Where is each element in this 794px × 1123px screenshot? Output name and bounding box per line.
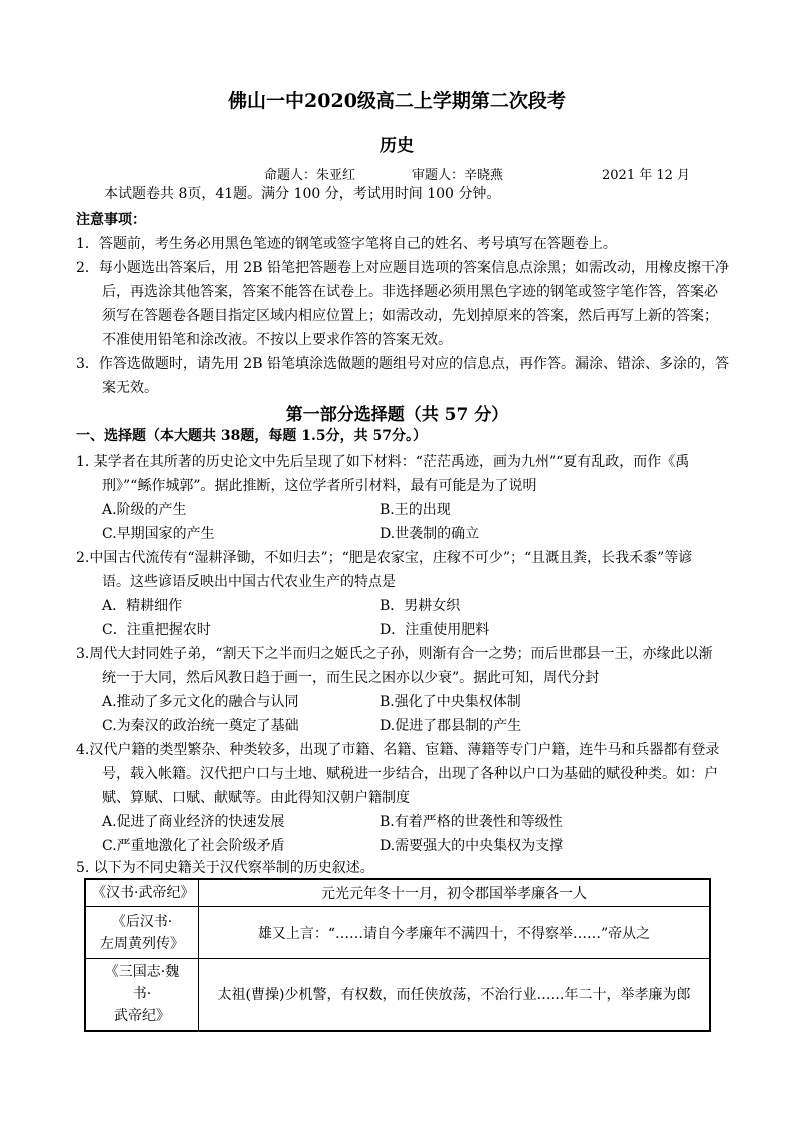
question-2-stem-line: 语。这些谚语反映出中国古代农业生产的特点是 bbox=[102, 574, 396, 590]
question-3-option-a: A.推动了多元文化的融合与认同 bbox=[102, 694, 299, 710]
question-1-option-a: A.阶级的产生 bbox=[102, 502, 187, 518]
notice-item-1: 1．答题前，考生务必用黑色笔迹的钢笔或签字笔将自己的姓名、考号填写在答题卷上。 bbox=[76, 236, 617, 252]
table-source-cell bbox=[85, 959, 199, 1031]
question-2-option-a: A．精耕细作 bbox=[102, 598, 183, 614]
question-setter: 命题人：朱亚红 bbox=[264, 168, 356, 183]
part1-title: 第一部分选择题（共 57 分） bbox=[285, 405, 509, 425]
question-3-stem-line: 统一于大同，然后风教日趋于画一，而生民之困亦以少衰”。据此可知，周代分封 bbox=[102, 670, 600, 686]
question-3-stem: 3.周代大封同姓子弟，“割天下之半而归之姬氏之子孙，则渐有合一之势；而后世郡县一王，亦缘此以渐 bbox=[76, 646, 713, 662]
table-source-cell bbox=[85, 879, 199, 907]
question-4-option-a: A.促进了商业经济的快速发展 bbox=[102, 814, 285, 830]
question-4-option-b: B.有着严格的世袭性和等级性 bbox=[380, 814, 563, 830]
question-4-option-c: C.严重地激化了社会阶级矛盾 bbox=[102, 838, 285, 854]
notice-heading: 注意事项： bbox=[76, 212, 146, 228]
table-text-cell: 雄又上言：“……请自今孝廉年不满四十，不得察举……”帝从之 bbox=[199, 907, 711, 959]
question-4-stem-line: 号，载入帐籍。汉代把户口与土地、赋税进一步结合，出现了各种以户口为基础的赋役种类。如：户 bbox=[102, 766, 718, 782]
question-1-stem: 1. 某学者在其所著的历史论文中先后呈现了如下材料：“茫茫禹迹，画为九州”“夏有乱政，而作《禹 bbox=[76, 454, 690, 470]
exam-info: 本试题卷共 8页，41题。满分 100 分，考试用时间 100 分钟。 bbox=[104, 186, 501, 202]
exam-date: 2021 年 12 月 bbox=[602, 168, 691, 183]
source-line: 《汉书·武帝纪》 bbox=[92, 885, 195, 901]
notice-item-2-line: 后，再选涂其他答案，答案不能答在试卷上。非选择题必须用黑色字迹的钢笔或签字笔作答，答案必 bbox=[102, 284, 718, 300]
table-source-cell bbox=[85, 907, 199, 959]
table-text-cell: 太祖(曹操)少机警，有权数，而任侠放荡，不治行业……年二十，举孝廉为郎 bbox=[199, 959, 711, 1031]
source-line: 武帝纪》 bbox=[114, 1008, 170, 1025]
table-text-cell: 元光元年冬十一月，初令郡国举孝廉各一人 bbox=[199, 879, 711, 907]
source-line: 《三国志·魏 bbox=[104, 964, 180, 981]
question-4-stem: 4.汉代户籍的类型繁杂、种类较多，出现了市籍、名籍、宦籍、薄籍等专门户籍，连牛马和兵器都有登录 bbox=[76, 742, 720, 758]
source-line: 《后汉书· bbox=[111, 913, 173, 930]
notice-item-2-line: 须写在答题卷各题目指定区域内相应位置上；如需改动，先划掉原来的答案，然后再写上新的答案； bbox=[102, 308, 718, 324]
notice-item-3: 3．作答选做题时，请先用 2B 铅笔填涂选做题的题组号对应的信息点，再作答。漏涂、错涂、多涂的，答 bbox=[76, 356, 730, 372]
question-3-option-b: B.强化了中央集权体制 bbox=[380, 694, 521, 710]
source-line: 书· bbox=[132, 986, 152, 1003]
history-sources-table bbox=[84, 878, 711, 1032]
question-1-stem-line: 刑》”“鲧作城郭”。据此推断，这位学者所引材料，最有可能是为了说明 bbox=[102, 478, 537, 494]
notice-item-2: 2．每小题选出答案后，用 2B 铅笔把答题卷上对应题目选项的答案信息点涂黑；如需改动，用橡皮擦干净 bbox=[76, 260, 730, 276]
question-4-stem-line: 赋、算赋、口赋、献赋等。由此得知汉朝户籍制度 bbox=[102, 790, 410, 806]
notice-item-3-line: 案无效。 bbox=[102, 380, 158, 396]
question-1-option-b: B.王的出现 bbox=[380, 502, 451, 518]
question-2-option-b: B．男耕女织 bbox=[380, 598, 461, 614]
question-3-option-c: C.为秦汉的政治统一奠定了基础 bbox=[102, 718, 299, 734]
exam-subject: 历史 bbox=[380, 136, 414, 156]
question-reviewer: 审题人：辛晓燕 bbox=[412, 168, 504, 183]
table-row bbox=[85, 959, 710, 1031]
question-2-option-d: D．注重使用肥料 bbox=[380, 622, 490, 638]
question-1-option-c: C.早期国家的产生 bbox=[102, 526, 215, 542]
source-line: 左周黄列传》 bbox=[100, 935, 184, 952]
question-2-option-c: C．注重把握农时 bbox=[102, 622, 211, 638]
question-5-stem: 5. 以下为不同史籍关于汉代察举制的历史叙述。 bbox=[76, 860, 374, 876]
table-row bbox=[85, 907, 710, 959]
notice-item-2-line: 不准使用铅笔和涂改液。不按以上要求作答的答案无效。 bbox=[102, 332, 452, 348]
question-4-option-d: D.需要强大的中央集权为支撑 bbox=[380, 838, 564, 854]
table-row bbox=[85, 879, 710, 907]
question-2-stem: 2.中国古代流传有“湿耕泽锄，不如归去”；“肥是农家宝，庄稼不可少”；“且溉且粪，长我禾黍”等谚 bbox=[76, 550, 693, 566]
exam-title: 佛山一中2020级高二上学期第二次段考 bbox=[228, 90, 566, 112]
part1-instruction: 一、选择题（本大题共 38题，每题 1.5分，共 57分。） bbox=[76, 428, 427, 444]
question-1-option-d: D.世袭制的确立 bbox=[380, 526, 480, 542]
question-3-option-d: D.促进了郡县制的产生 bbox=[380, 718, 522, 734]
